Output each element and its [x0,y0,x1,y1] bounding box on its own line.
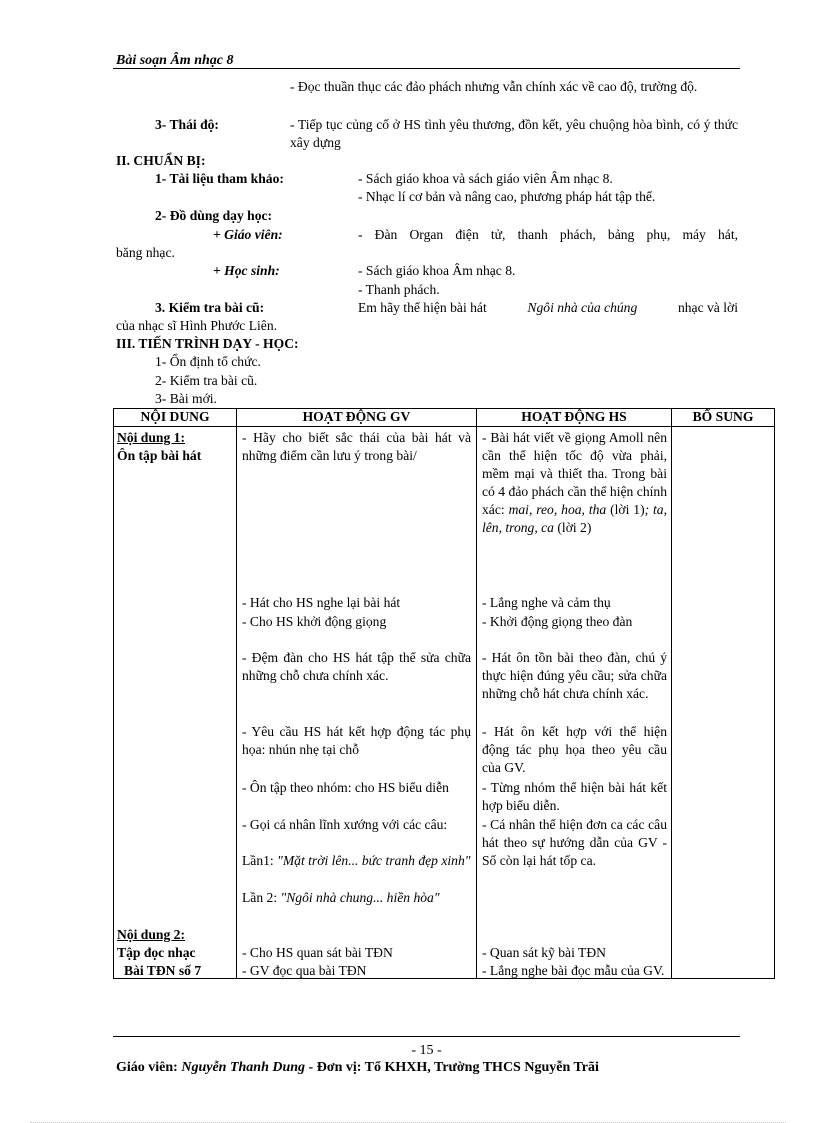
hs-a-words1: mai, reo, hoa, tha [508,502,607,517]
hs-item-g1: - Quan sát kỹ bài TĐN [482,945,606,960]
check-pre: Em hãy thể hiện bài hát [358,300,487,315]
check-cont: của nhạc sĩ Hình Phước Liên. [116,318,278,333]
process-heading: III. TIẾN TRÌNH DẠY - HỌC: [116,336,299,351]
process-step-2: 2- Kiểm tra bài cũ. [155,373,258,388]
content-2-name: Tập đọc nhạc [117,945,196,960]
gv-item-g2: - GV đọc qua bài TĐN [242,963,367,978]
gv-item-e: - Ôn tập theo nhóm: cho HS biểu diễn [242,780,449,795]
lan1-label: Lần1: [242,853,274,868]
hs-item-d: - Hát ôn kết hợp với thể hiện động tác phụ họa theo yêu cầu của GV. [482,724,667,775]
content-1-title: Nội dung 1: [117,430,185,445]
attitude-label: 3- Thái độ: [155,117,219,132]
content-1-name: Ôn tập bài hát [117,448,202,463]
table-header-row [114,409,775,427]
tools-label: 2- Đồ dùng dạy học: [155,208,273,223]
col-header-supplement: BỔ SUNG [672,409,775,427]
footer-teacher-name: Nguyễn Thanh Dung [181,1060,306,1075]
footer-unit: - Đơn vị: Tổ KHXH, Trường THCS Nguyễn Trãi [308,1060,599,1075]
gv-item-f-lan1 [242,852,471,870]
check-line [358,299,738,317]
footer-teacher-label: Giáo viên: [116,1060,178,1075]
refs-item-2: - Nhạc lí cơ bản và nâng cao, phương pháp hát tập thể. [358,189,656,204]
teacher-tools-cont: băng nhạc. [116,245,175,260]
lesson-table [113,408,775,979]
hs-item-g2: - Lắng nghe bài đọc mẫu của GV. [482,963,665,978]
teacher-label: + Giáo viên: [213,227,283,242]
content-cell [114,427,237,979]
gv-item-b1: - Hát cho HS nghe lại bài hát [242,595,401,610]
lan2-text: "Ngôi nhà chung... hiền hòa" [280,890,440,905]
page-number: - 15 - [411,1043,442,1058]
refs-label: 1- Tài liệu tham khảo: [155,171,284,186]
gv-item-g1: - Cho HS quan sát bài TĐN [242,945,393,960]
check-label: 3. Kiểm tra bài cũ: [155,300,265,315]
footer-rule [113,1036,740,1037]
hs-item-a [482,429,667,537]
attitude-text: - Tiếp tục củng cố ở HS tình yêu thương, đồn kết, yêu chuộng hòa bình, có ý thức xây dựng [290,117,738,150]
student-item-2: - Thanh phách. [358,282,440,297]
student-label: + Học sinh: [213,263,280,278]
student-item-1: - Sách giáo khoa Âm nhạc 8. [358,263,516,278]
content-2-title: Nội dung 2: [117,927,185,942]
hs-a-pre: - Bài hát viết về giọng Amoll nên cần thể hiện tốc độ vừa phải, mềm mại và thiết tha. Trong bài có 4 đảo phách cần thể hiện chính xác: [482,430,667,517]
lan2-label: Lần 2: [242,890,278,905]
process-step-3: 3- Bài mới. [155,391,217,406]
supplement-cell [672,427,775,979]
footer-line [116,1059,599,1077]
hs-item-f: - Cá nhân thể hiện đơn ca các câu hát theo sự hướng dẫn của GV - Số còn lại hát tốp ca. [482,817,667,868]
teacher-activity-cell [237,427,477,979]
gv-item-f: - Gọi cá nhân lĩnh xướng với các câu: [242,817,448,832]
process-step-1: 1- Ổn định tổ chức. [155,354,261,369]
prep-heading: II. CHUẨN BỊ: [116,153,206,168]
col-header-content: NỘI DUNG [114,409,237,427]
gv-item-f-lan2 [242,889,471,907]
col-header-student: HOẠT ĐỘNG HS [477,409,672,427]
hs-item-c: - Hát ôn tồn bài theo đàn, chú ý thực hiện đúng yêu cầu; sửa chữa những chỗ hát chưa chính xác. [482,650,667,701]
gv-item-a: - Hãy cho biết sắc thái của bài hát và những điểm cần lưu ý trong bài/ [242,430,471,463]
table-body-row [114,427,775,979]
col-header-teacher: HOẠT ĐỘNG GV [237,409,477,427]
lan1-text: "Mặt trời lên... bức tranh đẹp xinh" [277,853,471,868]
header-rule [113,68,740,69]
hs-item-b1: - Lắng nghe và cảm thụ [482,595,611,610]
student-activity-cell [477,427,672,979]
page-header-title: Bài soạn Âm nhạc 8 [116,53,234,68]
gv-item-c: - Đệm đàn cho HS hát tập thể sửa chữa những chỗ chưa chính xác. [242,650,471,683]
check-song: Ngôi nhà của chúng [527,300,638,315]
hs-a-post: (lời 2) [557,520,592,535]
hs-item-b2: - Khởi động giọng theo đàn [482,614,633,629]
content-2-sub: Bài TĐN số 7 [124,963,202,978]
hs-a-mid: (lời 1) [610,502,645,517]
gv-item-b2: - Cho HS khởi động giọng [242,614,387,629]
hs-a-words2: ; ta, lên, trong, ca [482,502,667,535]
gv-item-d: - Yêu cầu HS hát kết hợp động tác phụ họa: nhún nhẹ tại chỗ [242,724,471,757]
refs-item-1: - Sách giáo khoa và sách giáo viên Âm nhạc 8. [358,171,613,186]
hs-item-e: - Từng nhóm thể hiện bài hát kết hợp biểu diễn. [482,780,667,813]
skill-line: - Đọc thuần thục các đảo phách nhưng vẫn chính xác về cao độ, trường độ. [290,79,698,94]
teacher-tools: - Đàn Organ điện tử, thanh phách, bảng phụ, máy hát, [358,227,738,242]
check-post: nhạc và lời [677,300,738,315]
